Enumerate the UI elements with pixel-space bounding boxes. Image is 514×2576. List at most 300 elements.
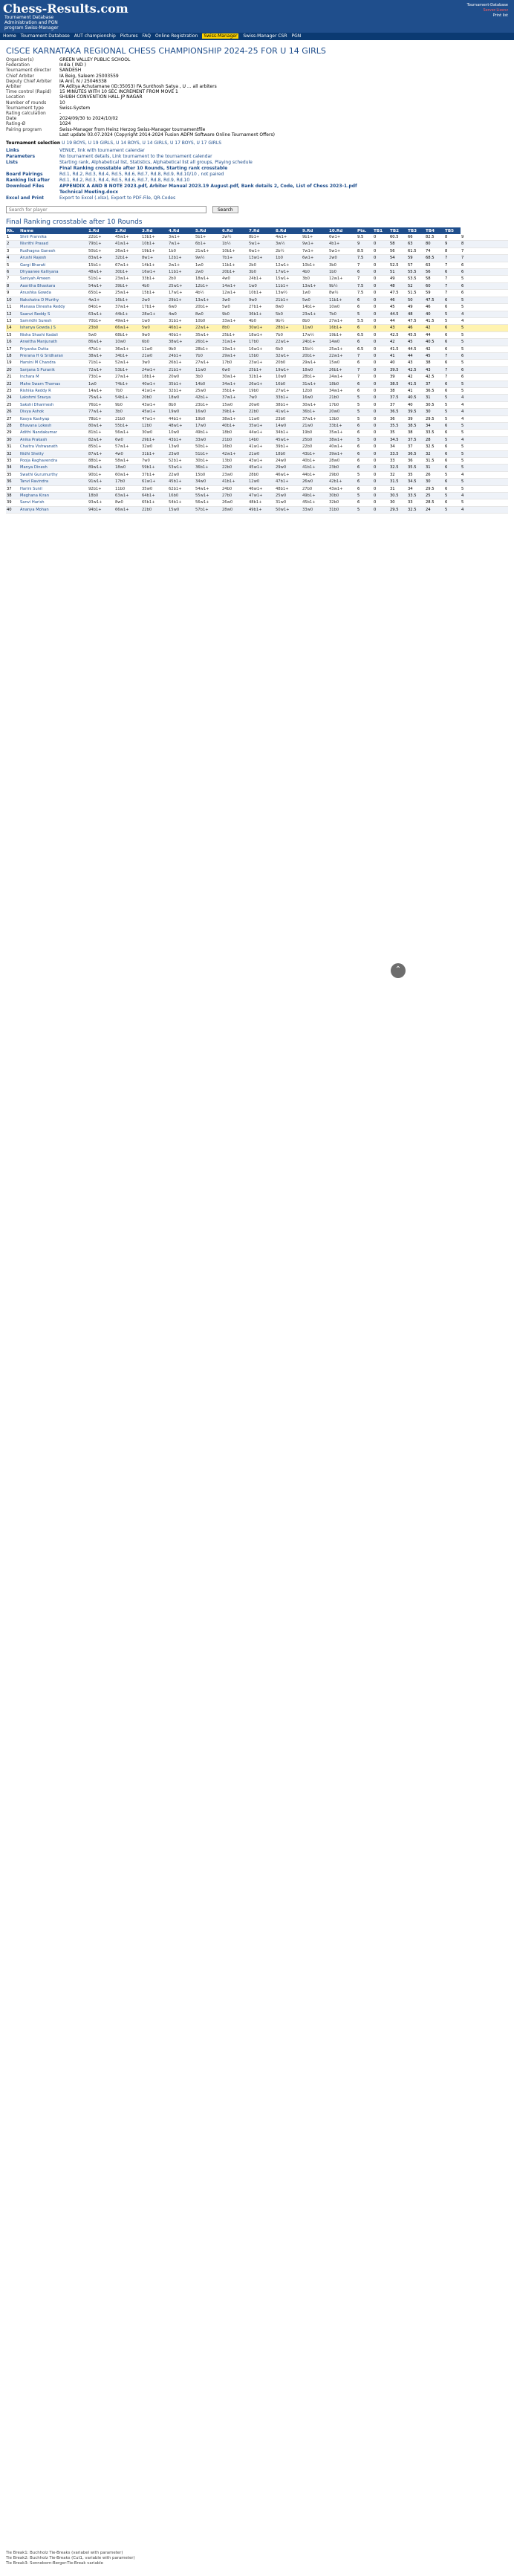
links-value[interactable]: Final Ranking crosstable after 10 Rounds, Starting rank crosstable	[59, 166, 228, 172]
round-result[interactable]: 14w0	[275, 423, 302, 430]
round-result[interactable]: 52b1+	[168, 458, 195, 465]
round-result[interactable]: 2w0	[328, 255, 357, 262]
round-result[interactable]: 41w1+	[248, 444, 275, 450]
round-result[interactable]: 30w1+	[302, 401, 328, 408]
round-result[interactable]: 35w1+	[195, 331, 221, 338]
round-result[interactable]: 4b0	[141, 282, 168, 289]
round-result[interactable]: 59b1+	[141, 465, 168, 471]
round-result[interactable]: 20w0	[328, 409, 357, 415]
tournament-selection-links[interactable]: U 19 BOYS, U 19 GIRLS, U 14 BOYS, U 14 GIRLS, U 17 BOYS, U 17 GIRLS	[62, 140, 222, 146]
round-result[interactable]: 5w1+	[248, 241, 275, 247]
round-result[interactable]: 36b1+	[248, 311, 275, 317]
round-result[interactable]: 43b1+	[168, 436, 195, 443]
round-result[interactable]: 39b1+	[275, 444, 302, 450]
column-header[interactable]: 2.Rd	[114, 227, 141, 234]
round-result[interactable]: 40b1+	[168, 331, 195, 338]
round-result[interactable]: 18b0	[88, 493, 114, 499]
round-result[interactable]: 22w1+	[275, 339, 302, 346]
round-result[interactable]: 33w1+	[221, 317, 248, 324]
round-result[interactable]: 44b1+	[302, 471, 328, 478]
round-result[interactable]: 46b1+	[168, 325, 195, 331]
player-name[interactable]: Rishika Reddy R	[19, 387, 88, 394]
round-result[interactable]: 63w1+	[88, 311, 114, 317]
round-result[interactable]: 21w0	[302, 423, 328, 430]
round-result[interactable]: 30w1+	[221, 374, 248, 381]
round-result[interactable]: 23b0	[328, 465, 357, 471]
round-result[interactable]: 4b0	[248, 317, 275, 324]
round-result[interactable]: 50w1+	[275, 506, 302, 513]
round-result[interactable]: 1w0	[195, 262, 221, 268]
round-result[interactable]: 44w1+	[248, 430, 275, 436]
round-result[interactable]: 21b0	[114, 415, 141, 422]
player-name[interactable]: Ananya Mohan	[19, 506, 88, 513]
round-result[interactable]: 89w1+	[88, 465, 114, 471]
round-result[interactable]: 11w0	[195, 366, 221, 373]
round-result[interactable]: 12b0	[141, 423, 168, 430]
round-result[interactable]: 4w0	[168, 311, 195, 317]
column-header[interactable]: 6.Rd	[221, 227, 248, 234]
round-result[interactable]: 94b1+	[88, 506, 114, 513]
round-result[interactable]: 2w0	[195, 269, 221, 276]
round-result[interactable]: 62b1+	[168, 485, 195, 492]
player-name[interactable]: Gargi Bharati	[19, 262, 88, 268]
round-result[interactable]: 49w1+	[114, 317, 141, 324]
round-result[interactable]: 41w1+	[141, 387, 168, 394]
round-result[interactable]: 21w0	[248, 450, 275, 457]
round-result[interactable]: 28b1+	[302, 374, 328, 381]
nav-online-registration[interactable]: Online Registration	[154, 33, 198, 39]
round-result[interactable]: 74b1+	[114, 381, 141, 387]
round-result[interactable]: 32b1+	[168, 387, 195, 394]
round-result[interactable]: 9b½	[275, 317, 302, 324]
round-result[interactable]: 35w0	[141, 485, 168, 492]
round-result[interactable]: 28b1+	[275, 325, 302, 331]
round-result[interactable]: 22b0	[248, 409, 275, 415]
round-result[interactable]: 2b½	[275, 247, 302, 254]
round-result[interactable]: 15b0	[248, 352, 275, 359]
round-result[interactable]: 16w0	[195, 409, 221, 415]
player-name[interactable]: Kavya Kashyap	[19, 415, 88, 422]
table-row[interactable]	[6, 282, 508, 289]
round-result[interactable]: 53b1+	[114, 366, 141, 373]
round-result[interactable]: 20b1+	[195, 304, 221, 311]
round-result[interactable]: 78b1+	[88, 415, 114, 422]
column-header[interactable]: 5.Rd	[195, 227, 221, 234]
round-result[interactable]: 50b1+	[88, 247, 114, 254]
round-result[interactable]: 66w1+	[114, 325, 141, 331]
table-row[interactable]	[6, 331, 508, 338]
round-result[interactable]: 35w1+	[328, 430, 357, 436]
round-result[interactable]: 6b1+	[195, 241, 221, 247]
column-header[interactable]: Name	[19, 227, 88, 234]
table-row[interactable]	[6, 387, 508, 394]
round-result[interactable]: 32b0	[328, 499, 357, 506]
round-result[interactable]: 15w0	[328, 360, 357, 366]
search-button[interactable]: Search	[212, 206, 238, 213]
round-result[interactable]: 26w1+	[248, 381, 275, 387]
player-name[interactable]: Samridhi Suresh	[19, 317, 88, 324]
player-name[interactable]: Rudhagna Ganesh	[19, 247, 88, 254]
round-result[interactable]: 18b0	[221, 430, 248, 436]
player-name[interactable]: Nakshatra D Murthy	[19, 297, 88, 303]
player-name[interactable]: Bhavana Lokesh	[19, 423, 88, 430]
round-result[interactable]: 55b1+	[114, 423, 141, 430]
column-header[interactable]: Rk.	[6, 227, 19, 234]
round-result[interactable]: 76b1+	[88, 401, 114, 408]
round-result[interactable]: 19w0	[168, 409, 195, 415]
table-row[interactable]	[6, 485, 508, 492]
table-row[interactable]	[6, 262, 508, 268]
player-name[interactable]: Meghana Kiran	[19, 493, 88, 499]
round-result[interactable]: 72w1+	[88, 366, 114, 373]
round-result[interactable]: 27w1+	[195, 360, 221, 366]
round-result[interactable]: 40w1+	[141, 381, 168, 387]
round-result[interactable]: 85b1+	[88, 444, 114, 450]
nav-faq[interactable]: FAQ	[142, 33, 152, 39]
round-result[interactable]: 2w½	[221, 234, 248, 241]
round-result[interactable]: 34b1+	[275, 430, 302, 436]
round-result[interactable]: 46w1+	[275, 471, 302, 478]
round-result[interactable]: 20b1+	[221, 269, 248, 276]
column-header[interactable]: TB4	[425, 227, 444, 234]
round-result[interactable]: 93w1+	[88, 499, 114, 506]
column-header[interactable]: TB3	[407, 227, 425, 234]
round-result[interactable]: 26w1+	[114, 247, 141, 254]
round-result[interactable]: 17w0	[195, 423, 221, 430]
links-value[interactable]: No tournament details, Link tournament to the tournament calendar	[59, 154, 212, 160]
nav-home[interactable]: Home	[3, 33, 16, 39]
player-name[interactable]: Saniyah Ameen	[19, 276, 88, 282]
round-result[interactable]: 24w0	[275, 458, 302, 465]
round-result[interactable]: 75w1+	[88, 395, 114, 401]
round-result[interactable]: 30b1+	[195, 458, 221, 465]
round-result[interactable]: 19b0	[195, 415, 221, 422]
table-row[interactable]	[6, 366, 508, 373]
round-result[interactable]: 9b0	[114, 401, 141, 408]
player-name[interactable]: Adithi Nandakumar	[19, 430, 88, 436]
round-result[interactable]: 4b½	[195, 290, 221, 297]
round-result[interactable]: 13b0	[221, 458, 248, 465]
round-result[interactable]: 24b1+	[302, 339, 328, 346]
round-result[interactable]: 5b1+	[195, 234, 221, 241]
round-result[interactable]: 40b1+	[221, 423, 248, 430]
round-result[interactable]: 82w1+	[88, 436, 114, 443]
player-name[interactable]: Harsini M Chandra	[19, 360, 88, 366]
table-row[interactable]	[6, 346, 508, 352]
player-name[interactable]: Manya Dinesh	[19, 465, 88, 471]
round-result[interactable]: 7b0	[114, 387, 141, 394]
round-result[interactable]: 13b0	[328, 415, 357, 422]
round-result[interactable]: 3w0	[141, 360, 168, 366]
table-row[interactable]	[6, 247, 508, 254]
round-result[interactable]: 6b0	[141, 339, 168, 346]
round-result[interactable]: 5w0	[302, 297, 328, 303]
round-result[interactable]: 11b1+	[275, 282, 302, 289]
table-row[interactable]	[6, 415, 508, 422]
table-row[interactable]	[6, 234, 508, 241]
round-result[interactable]: 24b1+	[168, 352, 195, 359]
round-result[interactable]: 43b1+	[302, 450, 328, 457]
round-result[interactable]: 38w1+	[328, 436, 357, 443]
round-result[interactable]: 8w1+	[141, 255, 168, 262]
round-result[interactable]: 16b0	[168, 493, 195, 499]
round-result[interactable]: 29w1+	[302, 360, 328, 366]
round-result[interactable]: 23b0	[88, 325, 114, 331]
round-result[interactable]: 45w1+	[275, 436, 302, 443]
round-result[interactable]: 29b1+	[168, 297, 195, 303]
round-result[interactable]: 38w1+	[88, 352, 114, 359]
player-name[interactable]: Manasa Dinesha Reddy	[19, 304, 88, 311]
site-logo[interactable]: Chess-Results.com	[3, 1, 128, 16]
round-result[interactable]: 20b1+	[302, 352, 328, 359]
round-result[interactable]: 2b0	[248, 262, 275, 268]
round-result[interactable]: 22b0	[221, 465, 248, 471]
round-result[interactable]: 3b0	[114, 409, 141, 415]
round-result[interactable]: 14b1+	[141, 262, 168, 268]
round-result[interactable]: 16b1+	[114, 297, 141, 303]
round-result[interactable]: 45b1+	[168, 479, 195, 485]
player-name[interactable]: Lakshmi Sravya	[19, 395, 88, 401]
nav-pgn[interactable]: PGN	[291, 33, 302, 39]
round-result[interactable]: 12w1+	[275, 262, 302, 268]
table-row[interactable]	[6, 471, 508, 478]
round-result[interactable]: 45w1+	[141, 409, 168, 415]
round-result[interactable]: 83w1+	[88, 255, 114, 262]
round-result[interactable]: 54b1+	[168, 499, 195, 506]
round-result[interactable]: 25b1+	[221, 331, 248, 338]
round-result[interactable]: 31w1+	[221, 339, 248, 346]
round-result[interactable]: 8w0	[195, 311, 221, 317]
round-result[interactable]: 16b0	[275, 381, 302, 387]
round-result[interactable]: 56w1+	[195, 499, 221, 506]
round-result[interactable]: 80w1+	[88, 423, 114, 430]
column-header[interactable]: TB1	[373, 227, 389, 234]
round-result[interactable]: 36w1+	[114, 346, 141, 352]
round-result[interactable]: 25w1+	[168, 282, 195, 289]
round-result[interactable]: 32w1+	[275, 352, 302, 359]
round-result[interactable]: 37w1+	[302, 415, 328, 422]
round-result[interactable]: 25w1+	[328, 346, 357, 352]
table-row[interactable]	[6, 241, 508, 247]
round-result[interactable]: 88b1+	[88, 458, 114, 465]
round-result[interactable]: 21w0	[141, 352, 168, 359]
round-result[interactable]: 4w0	[114, 450, 141, 457]
round-result[interactable]: 53w1+	[168, 465, 195, 471]
round-result[interactable]: 87w1+	[88, 450, 114, 457]
round-result[interactable]: 3w1+	[168, 234, 195, 241]
round-result[interactable]: 60w1+	[114, 471, 141, 478]
round-result[interactable]: 10b1+	[302, 262, 328, 268]
round-result[interactable]: 27b0	[221, 493, 248, 499]
round-result[interactable]: 27b1+	[248, 304, 275, 311]
table-row[interactable]	[6, 458, 508, 465]
round-result[interactable]: 32b1+	[114, 255, 141, 262]
round-result[interactable]: 12w0	[248, 479, 275, 485]
round-result[interactable]: 18w0	[114, 465, 141, 471]
banner-right-1[interactable]: Tournament-Database	[466, 3, 508, 7]
table-row[interactable]	[6, 450, 508, 457]
round-result[interactable]: 11w0	[248, 415, 275, 422]
round-result[interactable]: 11b1+	[168, 269, 195, 276]
round-result[interactable]: 26w0	[221, 499, 248, 506]
table-row[interactable]	[6, 269, 508, 276]
round-result[interactable]: 22w1+	[195, 325, 221, 331]
column-header[interactable]: 1.Rd	[88, 227, 114, 234]
round-result[interactable]: 68b1+	[114, 331, 141, 338]
round-result[interactable]: 17b0	[328, 401, 357, 408]
round-result[interactable]: 4b1+	[328, 241, 357, 247]
player-name[interactable]: Saanvi Reddy S	[19, 311, 88, 317]
round-result[interactable]: 48w1+	[168, 423, 195, 430]
player-name[interactable]: Dhyaanee Kalliyana	[19, 269, 88, 276]
player-name[interactable]: Harini Sunil	[19, 485, 88, 492]
round-result[interactable]: 27w1+	[328, 317, 357, 324]
round-result[interactable]: 34w1+	[221, 381, 248, 387]
round-result[interactable]: 63w1+	[114, 493, 141, 499]
links-value[interactable]: APPENDIX A AND B NOTE 2023.pdf, Arbiter Manual 2023.19 August.pdf, Bank details 2, Code, List of Chess 2023-1.pdf	[59, 184, 357, 190]
round-result[interactable]: 40b1+	[302, 458, 328, 465]
round-result[interactable]: 7w1+	[168, 241, 195, 247]
column-header[interactable]: 8.Rd	[275, 227, 302, 234]
round-result[interactable]: 16w1+	[248, 346, 275, 352]
round-result[interactable]: 26b1+	[328, 366, 357, 373]
round-result[interactable]: 18w0	[168, 395, 195, 401]
round-result[interactable]: 21w1+	[195, 247, 221, 254]
round-result[interactable]: 11b1+	[221, 262, 248, 268]
table-row[interactable]	[6, 276, 508, 282]
round-result[interactable]: 51b1+	[88, 276, 114, 282]
round-result[interactable]: 5w0	[141, 325, 168, 331]
round-result[interactable]: 8w0	[114, 499, 141, 506]
round-result[interactable]: 38b1+	[275, 401, 302, 408]
round-result[interactable]: 34w1+	[328, 387, 357, 394]
round-result[interactable]: 47w1+	[248, 493, 275, 499]
round-result[interactable]: 33b1+	[328, 423, 357, 430]
round-result[interactable]: 13w1+	[195, 297, 221, 303]
round-result[interactable]: 57b1+	[195, 506, 221, 513]
round-result[interactable]: 23w0	[168, 450, 195, 457]
round-result[interactable]: 50b1+	[195, 444, 221, 450]
round-result[interactable]: 67w1+	[114, 262, 141, 268]
table-row[interactable]	[6, 493, 508, 499]
round-result[interactable]: 57w1+	[114, 444, 141, 450]
round-result[interactable]: 8b0	[302, 317, 328, 324]
round-result[interactable]: 55w1+	[195, 493, 221, 499]
table-row[interactable]	[6, 506, 508, 513]
round-result[interactable]: 17b0	[221, 360, 248, 366]
round-result[interactable]: 9w0	[248, 297, 275, 303]
round-result[interactable]: 27w1+	[275, 387, 302, 394]
table-row[interactable]	[6, 479, 508, 485]
round-result[interactable]: 49b1+	[248, 506, 275, 513]
round-result[interactable]: 15b½	[302, 346, 328, 352]
round-result[interactable]: 52w1+	[114, 360, 141, 366]
round-result[interactable]: 11b0	[114, 485, 141, 492]
round-result[interactable]: 4w1+	[275, 234, 302, 241]
round-result[interactable]: 45w1+	[248, 465, 275, 471]
round-result[interactable]: 19b0	[302, 430, 328, 436]
round-result[interactable]: 9b1+	[302, 234, 328, 241]
round-result[interactable]: 13b1+	[141, 234, 168, 241]
round-result[interactable]: 4w1+	[88, 297, 114, 303]
player-name[interactable]: Priyanka Dutta	[19, 346, 88, 352]
round-result[interactable]: 36b1+	[195, 465, 221, 471]
player-name[interactable]: Sanjana S Puranik	[19, 366, 88, 373]
round-result[interactable]: 19b0	[248, 387, 275, 394]
round-result[interactable]: 23w1+	[302, 311, 328, 317]
round-result[interactable]: 44b1+	[114, 311, 141, 317]
player-name[interactable]: Nisha Shashi Kadali	[19, 331, 88, 338]
round-result[interactable]: 18b0	[328, 381, 357, 387]
player-name[interactable]: Sanvi Harish	[19, 499, 88, 506]
round-result[interactable]: 39w1+	[328, 450, 357, 457]
round-result[interactable]: 30w0	[141, 430, 168, 436]
round-result[interactable]: 6w0	[114, 436, 141, 443]
round-result[interactable]: 7w0	[248, 395, 275, 401]
round-result[interactable]: 65b1+	[88, 290, 114, 297]
round-result[interactable]: 17b0	[248, 339, 275, 346]
round-result[interactable]: 18w1+	[248, 331, 275, 338]
round-result[interactable]: 29b0	[328, 471, 357, 478]
round-result[interactable]: 35w1+	[248, 423, 275, 430]
round-result[interactable]: 33b1+	[275, 395, 302, 401]
round-result[interactable]: 48b1+	[275, 485, 302, 492]
round-result[interactable]: 23w1+	[248, 360, 275, 366]
round-result[interactable]: 51b1+	[195, 450, 221, 457]
round-result[interactable]: 42w1+	[221, 450, 248, 457]
round-result[interactable]: 41w1+	[114, 241, 141, 247]
round-result[interactable]: 33w0	[195, 436, 221, 443]
round-result[interactable]: 20b0	[275, 360, 302, 366]
round-result[interactable]: 14w1+	[221, 282, 248, 289]
round-result[interactable]: 7w0	[141, 458, 168, 465]
round-result[interactable]: 33w0	[302, 506, 328, 513]
round-result[interactable]: 9b0	[221, 311, 248, 317]
round-result[interactable]: 38w1+	[168, 339, 195, 346]
table-row[interactable]	[6, 395, 508, 401]
round-result[interactable]: 12b1+	[195, 282, 221, 289]
round-result[interactable]: 47b1+	[275, 479, 302, 485]
player-name[interactable]: Prerana H G Sridharan	[19, 352, 88, 359]
round-result[interactable]: 18w1+	[195, 276, 221, 282]
round-result[interactable]: 28w1+	[141, 311, 168, 317]
column-header[interactable]: 4.Rd	[168, 227, 195, 234]
round-result[interactable]: 79b1+	[88, 241, 114, 247]
column-header[interactable]: TB2	[389, 227, 407, 234]
round-result[interactable]: 16b0	[221, 444, 248, 450]
round-result[interactable]: 35b1+	[221, 387, 248, 394]
round-result[interactable]: 70b1+	[88, 317, 114, 324]
round-result[interactable]: 27b0	[302, 485, 328, 492]
round-result[interactable]: 10b1+	[248, 290, 275, 297]
round-result[interactable]: 17b0	[114, 479, 141, 485]
round-result[interactable]: 30w1+	[248, 325, 275, 331]
round-result[interactable]: 49b1+	[302, 493, 328, 499]
player-name[interactable]: Anwitha Manjunath	[19, 339, 88, 346]
round-result[interactable]: 13w0	[168, 444, 195, 450]
round-result[interactable]: 86w1+	[88, 339, 114, 346]
round-result[interactable]: 8b0	[221, 325, 248, 331]
player-name[interactable]: Pooja Raghavendra	[19, 458, 88, 465]
round-result[interactable]: 7b1+	[221, 255, 248, 262]
round-result[interactable]: 10b1+	[141, 241, 168, 247]
round-result[interactable]: 36b1+	[302, 409, 328, 415]
round-result[interactable]: 32w0	[141, 444, 168, 450]
round-result[interactable]: 10w0	[114, 339, 141, 346]
round-result[interactable]: 14b0	[195, 381, 221, 387]
column-header[interactable]: 7.Rd	[248, 227, 275, 234]
round-result[interactable]: 26w0	[302, 479, 328, 485]
